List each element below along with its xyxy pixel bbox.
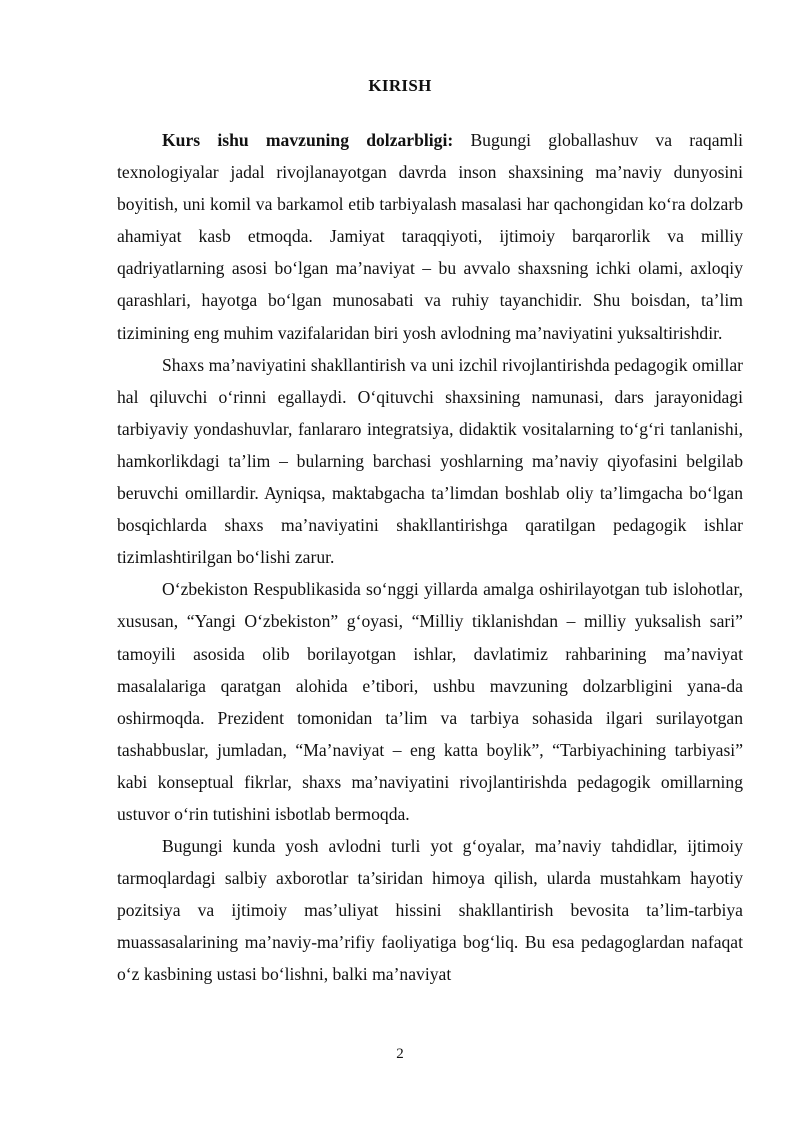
page-number: 2 bbox=[396, 1046, 404, 1062]
paragraph-3: O‘zbekiston Respublikasida so‘nggi yillarda amalga oshirilayotgan tub islohotlar, xususan, “Yangi O‘zbekiston” g‘oyasi, “Milliy tiklanishdan – milliy yuksalish sari” tamoyili asosida olib borilayotgan ishlar, davlatimiz rahbarining ma’naviyat masalalariga qaratgan alohida e’tibori, ushbu mavzuning dolzarbligini yana-da oshirmoqda. Prezident tomonidan ta’lim va tarbiya sohasida ilgari surilayotgan tashabbuslar, jumladan, “Ma’naviyat – eng katta boylik”, “Tarbiyachining tarbiyasi” kabi konseptual fikrlar, shaxs ma’naviyatini rivojlantirishda pedagogik omillarning ustuvor o‘rin tutishini isbotlab bermoqda. bbox=[117, 579, 743, 824]
paragraph-2: Shaxs ma’naviyatini shakllantirish va uni izchil rivojlantirishda pedagogik omillar hal qiluvchi o‘rinni egallaydi. O‘qituvchi shaxsining namunasi, dars jarayonidagi tarbiyaviy yondashuvlar, fanlararo integratsiya, didaktik vositalarning to‘g‘ri tanlanishi, hamkorlikdagi ta’lim – bularning barchasi yoshlarning ma’naviy qiyofasini belgilab beruvchi omillardir. Ayniqsa, maktabgacha ta’limdan boshlab oliy ta’limgacha bo‘lgan bosqichlarda shaxs ma’naviyatini shakllantirishga qaratilgan pedagogik ishlar tizimlashtirilgan bo‘lishi zarur. bbox=[117, 354, 743, 568]
paragraph-4: Bugungi kunda yosh avlodni turli yot g‘oyalar, ma’naviy tahdidlar, ijtimoiy tarmoqlardagi salbiy axborotlar ta’siridan himoya qilish, ularda mustahkam hayotiy pozitsiya va ijtimoiy mas’uliyat hissini shakllantirish bevosita ta’lim-tarbiya muassasalarining ma’naviy-ma’rifiy faoliyatiga bog‘liq. Bu esa pedagoglardan nafaqat o‘z kasbining ustasi bo‘lishni, balki ma’naviyat bbox=[117, 836, 743, 985]
paragraph-1-text: Bugungi globallashuv va raqamli texnologiyalar jadal rivojlanayotgan davrda inson shaxsining ma’naviy dunyosini boyitish, uni komil va barkamol etib tarbiyalash masalasi har qachongidan ko‘ra dolzarb ahamiyat kasb etmoqda. Jamiyat taraqqiyoti, ijtimoiy barqarorlik va milliy qadriyatlarning asosi bo‘lgan ma’naviyat – bu avvalo shaxsning ichki olami, axloqiy qarashlari, hayotga bo‘lgan munosabati va ruhiy tayanchidir. Shu boisdan, ta’lim tizimining eng muhim vazifalaridan biri yosh avlodning ma’naviyatini yuksaltirishdir. bbox=[117, 130, 744, 343]
relevance-label: Kurs ishu mavzuning dolzarbligi: bbox=[162, 130, 454, 150]
page-title: KIRISH bbox=[368, 76, 432, 95]
body-text bbox=[117, 124, 743, 991]
paragraph-1 bbox=[117, 124, 743, 349]
